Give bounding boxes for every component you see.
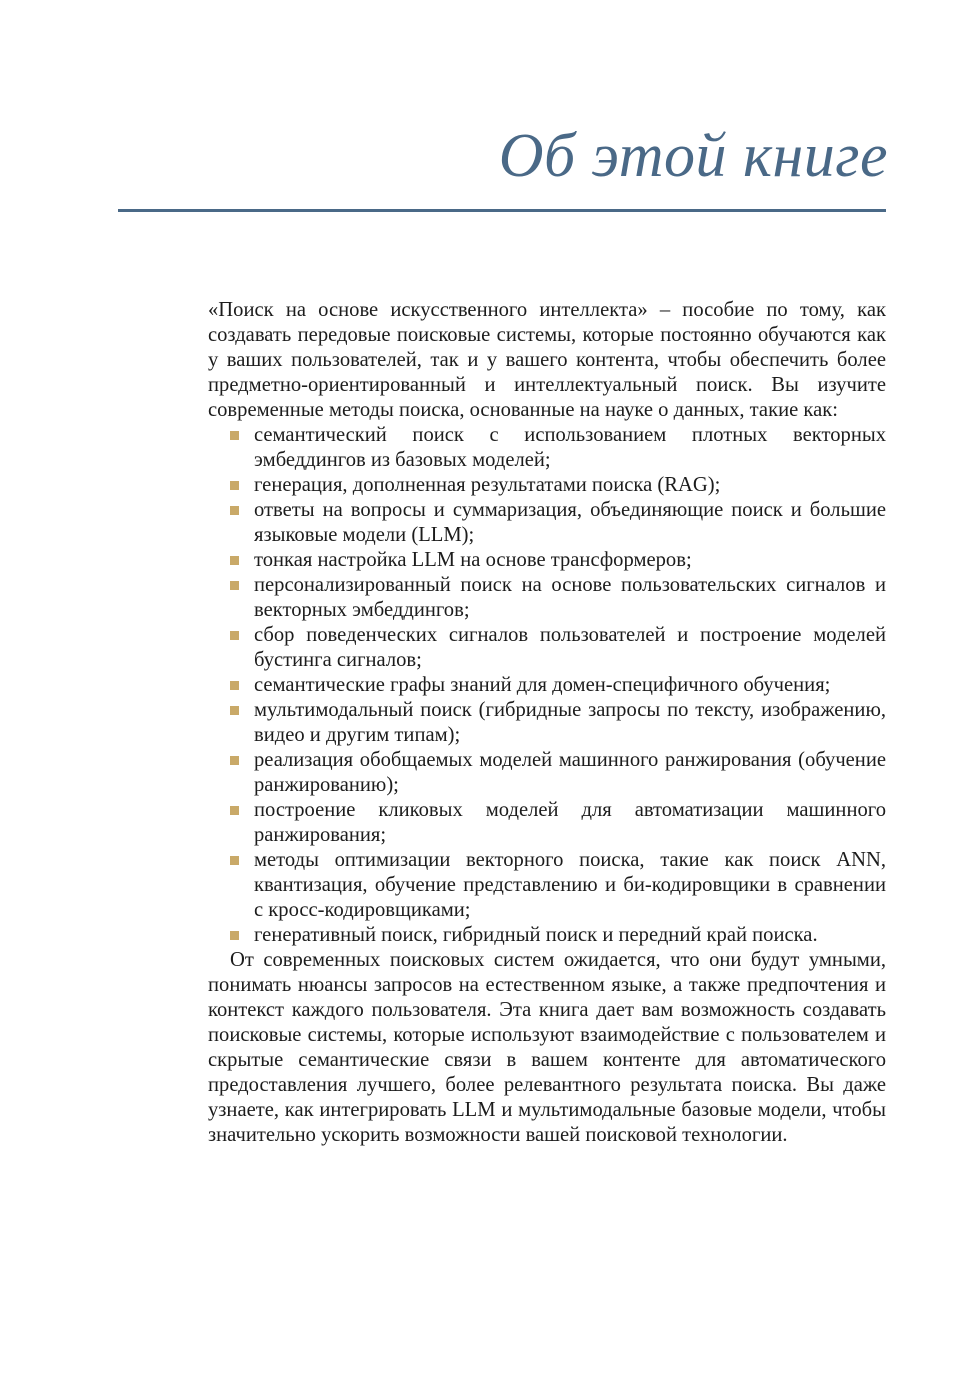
list-item-text: тонкая настройка LLM на основе трансформеров; <box>254 549 692 571</box>
title-divider <box>118 209 886 212</box>
square-bullet-icon <box>230 506 239 515</box>
list-item-text: генеративный поиск, гибридный поиск и передний край поиска. <box>254 924 818 946</box>
list-item <box>254 748 886 798</box>
list-item-text: реализация обобщаемых моделей машинного ранжирования (обучение ранжированию); <box>254 749 886 796</box>
list-item <box>254 548 886 573</box>
page-body <box>208 298 886 1148</box>
list-item <box>254 623 886 673</box>
list-item-text: семантический поиск с использованием плотных векторных эмбеддингов из базовых моделей; <box>254 424 886 471</box>
list-item <box>254 423 886 473</box>
list-item-text: сбор поведенческих сигналов пользователей и построение моделей бустинга сигналов; <box>254 624 886 671</box>
list-item <box>254 473 886 498</box>
list-item-text: персонализированный поиск на основе пользовательских сигналов и векторных эмбеддингов; <box>254 574 886 621</box>
square-bullet-icon <box>230 581 239 590</box>
feature-list <box>208 423 886 948</box>
square-bullet-icon <box>230 431 239 440</box>
square-bullet-icon <box>230 806 239 815</box>
list-item <box>254 698 886 748</box>
list-item-text: ответы на вопросы и суммаризация, объединяющие поиск и большие языковые модели (LLM); <box>254 499 886 546</box>
intro-paragraph: «Поиск на основе искусственного интеллекта» – пособие по тому, как создавать передовые поисковые системы, которые постоянно обучаются как у ваших пользователей, так и у вашего контента, чтобы обеспечить более предметно-ориентированный и интеллектуальный поиск. Вы изучите современные методы поиска, основанные на науке о данных, такие как: <box>208 299 886 421</box>
list-item <box>254 573 886 623</box>
chapter-title: Об этой книге <box>498 122 888 190</box>
list-item <box>254 673 886 698</box>
list-item-text: мультимодальный поиск (гибридные запросы по тексту, изображению, видео и другим типам); <box>254 699 886 746</box>
square-bullet-icon <box>230 756 239 765</box>
list-item <box>254 848 886 923</box>
square-bullet-icon <box>230 681 239 690</box>
square-bullet-icon <box>230 556 239 565</box>
list-item-text: построение кликовых моделей для автоматизации машинного ранжирования; <box>254 799 886 846</box>
list-item-text: генерация, дополненная результатами поиска (RAG); <box>254 474 721 496</box>
square-bullet-icon <box>230 856 239 865</box>
closing-paragraph: От современных поисковых систем ожидается, что они будут умными, понимать нюансы запросов на естественном языке, а также предпочтения и контекст каждого пользователя. Эта книга дает вам возможность создавать поисковые системы, которые используют взаимодействие с пользователем и скрытые семантические связи в вашем контенте для автоматического предоставления лучшего, более релевантного результата поиска. Вы даже узнаете, как интегрировать LLM и мультимодальные базовые модели, чтобы значительно ускорить возможности вашей поисковой технологии. <box>208 949 886 1146</box>
list-item <box>254 798 886 848</box>
square-bullet-icon <box>230 931 239 940</box>
square-bullet-icon <box>230 706 239 715</box>
list-item <box>254 498 886 548</box>
square-bullet-icon <box>230 481 239 490</box>
square-bullet-icon <box>230 631 239 640</box>
list-item-text: методы оптимизации векторного поиска, такие как поиск ANN, квантизация, обучение представлению и би-кодировщики в сравнении с кросс-кодировщиками; <box>254 849 886 921</box>
list-item-text: семантические графы знаний для домен-специфичного обучения; <box>254 674 831 696</box>
list-item <box>254 923 886 948</box>
